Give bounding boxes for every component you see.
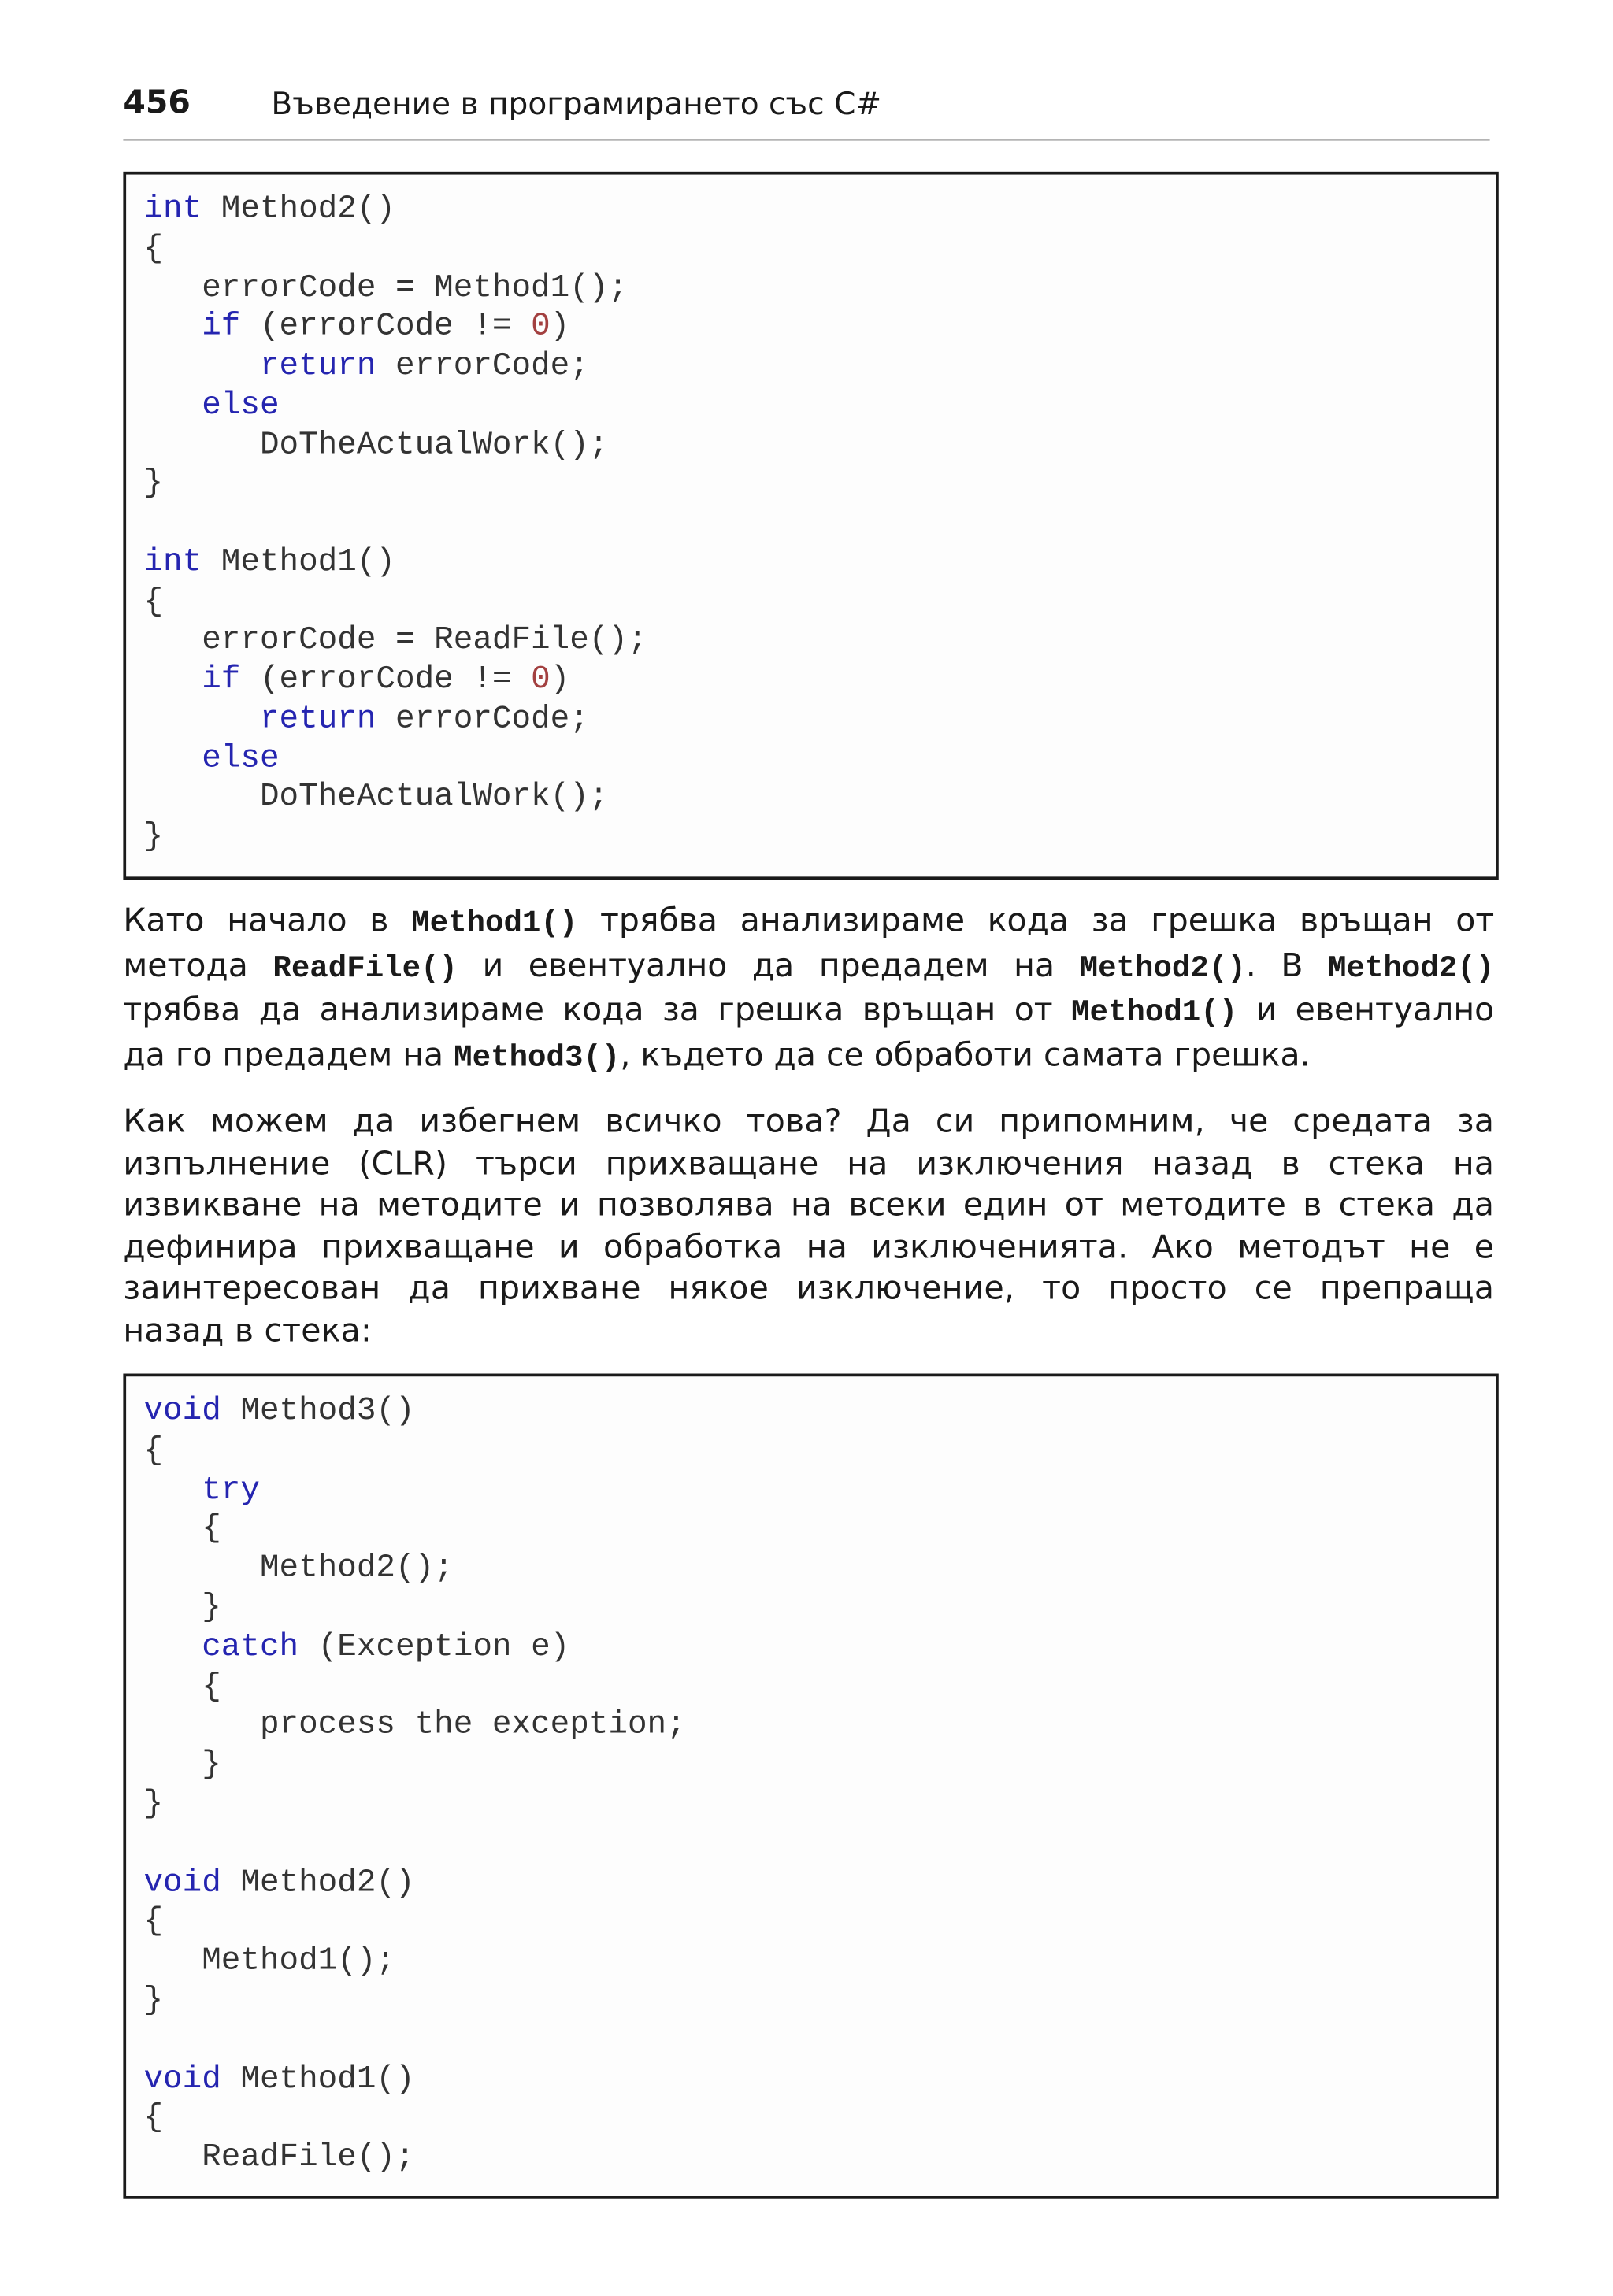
code-token: { [143, 2099, 164, 2137]
paragraph-text: Като начало в [123, 902, 412, 940]
code-line [143, 1746, 221, 1786]
code-token: errorCode; [376, 347, 589, 384]
code-token: Method1() [202, 543, 396, 580]
code-line [143, 308, 569, 347]
code-token [143, 661, 202, 698]
code-keyword: if [202, 308, 241, 345]
paragraph-line: изпълнение (CLR) търси прихващане на изключения назад в стека на [123, 1146, 1495, 1183]
code-token: errorCode = ReadFile(); [143, 621, 647, 659]
paragraph-line [123, 990, 1494, 1035]
paragraph-line: извикване на методите и позволява на всеки един от методите в стека да [123, 1187, 1495, 1224]
code-line [143, 1550, 453, 1589]
code-token: DoTheActualWork(); [143, 425, 609, 463]
paragraph-line: назад в стека: [123, 1313, 373, 1350]
inline-code: ReadFile() [273, 952, 458, 987]
code-keyword: try [202, 1471, 260, 1509]
code-keyword: void [143, 2060, 221, 2098]
code-token [143, 387, 202, 424]
code-keyword: catch [202, 1628, 299, 1665]
code-token: Method2() [202, 191, 396, 228]
code-token: Method1() [221, 2060, 415, 2098]
code-line [143, 1864, 414, 1903]
code-line [143, 1432, 163, 1472]
paragraph-clr-exception-handling [123, 1102, 1494, 1353]
paragraph-error-propagation [123, 900, 1494, 1079]
code-line [143, 1393, 414, 1432]
code-token: } [143, 1589, 221, 1626]
code-number: 0 [531, 661, 551, 698]
code-token: } [143, 1746, 221, 1783]
code-keyword: else [202, 739, 280, 776]
code-token: ) [550, 661, 570, 698]
code-keyword: void [143, 1392, 221, 1430]
code-token: process the exception; [143, 1706, 686, 1744]
code-token [143, 1472, 202, 1509]
paragraph-line: заинтересован да прихване някое изключение, то просто се препраща [123, 1271, 1495, 1308]
code-token: Method3() [221, 1392, 415, 1430]
code-line [143, 1668, 221, 1707]
code-token: } [143, 817, 164, 855]
code-token: { [143, 1510, 221, 1547]
inline-code: Method2() [1079, 952, 1246, 987]
code-line [143, 1786, 163, 1825]
code-line [143, 583, 163, 622]
code-token: { [143, 1431, 164, 1469]
paragraph-text: , където да се обработи самата грешка. [620, 1037, 1311, 1074]
paragraph-line [123, 900, 1494, 945]
code-token: Method1(); [143, 1942, 396, 1979]
code-token: { [143, 1903, 164, 1940]
code-token [143, 347, 259, 384]
code-line [143, 700, 588, 739]
code-line [143, 661, 569, 701]
code-token: DoTheActualWork(); [143, 779, 609, 816]
code-line [143, 1472, 259, 1511]
code-line [143, 191, 395, 230]
paragraph-text: да го предадем на [123, 1037, 454, 1074]
inline-code: Method2() [1328, 952, 1495, 987]
code-keyword: return [259, 347, 376, 384]
code-token [143, 308, 202, 345]
code-line [143, 622, 647, 661]
inline-code: Method1() [411, 907, 578, 942]
code-line [143, 269, 628, 309]
code-token: { [143, 583, 164, 620]
code-token: } [143, 1785, 164, 1823]
code-token: (Exception e) [298, 1628, 570, 1665]
code-line [143, 426, 608, 465]
code-line [143, 1589, 221, 1628]
code-line [143, 779, 608, 818]
code-keyword: if [202, 661, 241, 698]
code-token: } [143, 465, 164, 502]
code-token [143, 700, 259, 737]
paragraph-text: и евентуално да предадем на [458, 947, 1080, 985]
code-line [143, 387, 279, 426]
code-line [143, 1628, 569, 1668]
page-header [123, 76, 1489, 135]
inline-code: Method1() [1071, 997, 1238, 1031]
code-keyword: return [259, 700, 376, 738]
code-line [143, 1510, 221, 1550]
code-token: } [143, 1982, 164, 2019]
header-divider [123, 139, 1489, 141]
code-token: errorCode = Method1(); [143, 268, 628, 306]
paragraph-text: . В [1245, 947, 1329, 985]
page-number: 456 [123, 84, 191, 122]
inline-code: Method3() [454, 1041, 621, 1076]
code-token: errorCode; [376, 700, 589, 738]
paragraph-line [123, 1035, 1494, 1079]
code-block-method2-method1 [123, 172, 1498, 880]
code-keyword: int [143, 543, 202, 580]
code-keyword: int [143, 191, 202, 228]
paragraph-text: трябва да анализираме кода за грешка връщан от [123, 992, 1072, 1029]
code-line [143, 1982, 163, 2021]
book-title: Въведение в програмирането със C# [271, 86, 882, 122]
code-number: 0 [531, 308, 551, 345]
code-block-try-catch-example [123, 1374, 1498, 2199]
code-token [143, 739, 202, 776]
code-token: (errorCode != [240, 661, 532, 698]
code-token [143, 1628, 202, 1665]
code-line [143, 1903, 163, 1942]
code-line [143, 2061, 414, 2100]
paragraph-text: трябва анализираме кода за грешка връщан от [577, 902, 1495, 940]
paragraph-line: дефинира прихващане и обработка на изключенията. Ако методът не е [123, 1229, 1495, 1266]
code-keyword: else [202, 387, 280, 424]
code-line [143, 1707, 685, 1746]
code-token: (errorCode != [240, 308, 532, 345]
code-line [143, 2139, 414, 2179]
paragraph-line [123, 945, 1494, 990]
code-token: { [143, 1667, 221, 1705]
code-line [143, 2100, 163, 2139]
code-line [143, 230, 163, 269]
code-token: { [143, 229, 164, 267]
paragraph-text: метода [123, 947, 273, 985]
code-line [143, 818, 163, 857]
code-keyword: void [143, 1864, 221, 1902]
code-line [143, 465, 163, 505]
code-token: Method2() [221, 1864, 415, 1902]
code-line [143, 739, 279, 779]
code-token: Method2(); [143, 1550, 454, 1587]
paragraph-line: Как можем да избегнем всичко това? Да си припомним, че средата за [123, 1103, 1495, 1141]
code-line [143, 1942, 395, 1982]
code-line [143, 543, 395, 583]
code-line [143, 347, 588, 387]
code-token: ) [550, 308, 570, 345]
code-token: ReadFile(); [143, 2139, 415, 2176]
paragraph-text: и евентуално [1237, 992, 1495, 1029]
